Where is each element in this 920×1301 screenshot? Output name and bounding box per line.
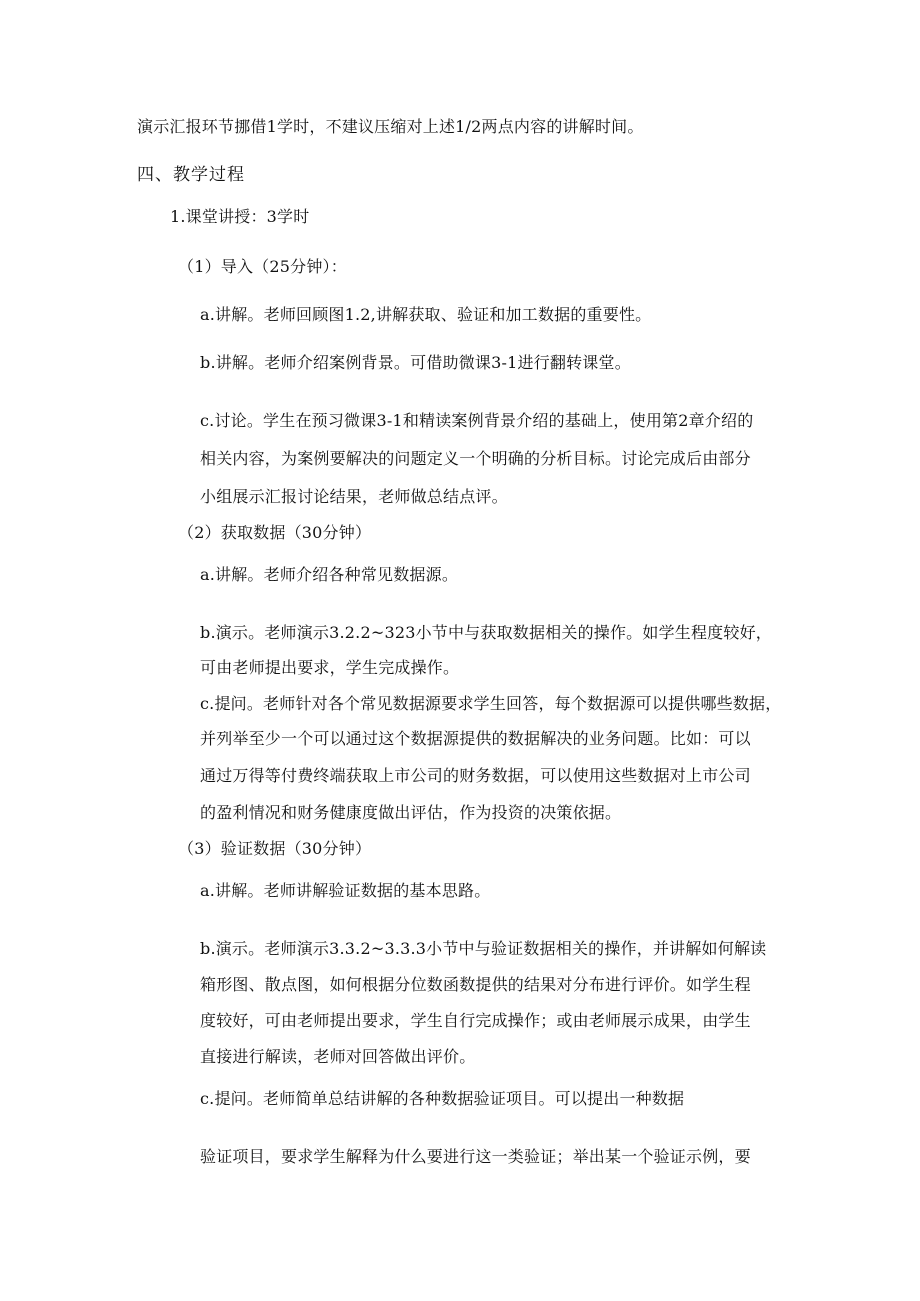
step1-item-b: b.讲解。老师介绍案例背景。可借助微课3-1进行翻转课堂。 xyxy=(200,353,631,372)
step3-item-b-line: 箱形图、散点图，如何根据分位数函数提供的结果对分布进行评价。如学生程 xyxy=(200,975,751,994)
step2-item-c-line: 的盈利情况和财务健康度做出评估，作为投资的决策依据。 xyxy=(200,803,622,822)
step2-item-c-line: 并列举至少一个可以通过这个数据源提供的数据解决的业务问题。比如：可以 xyxy=(200,729,751,748)
section-heading: 四、教学过程 xyxy=(137,165,245,185)
step1-item-c-line: 小组展示汇报讨论结果，老师做总结点评。 xyxy=(200,487,508,506)
part1-title: 1.课堂讲授：3学时 xyxy=(170,207,310,226)
intro-line: 演示汇报环节挪借1学时，不建议压缩对上述1/2两点内容的讲解时间。 xyxy=(137,117,644,136)
step2-title: （2）获取数据（30分钟） xyxy=(178,523,372,542)
step1-item-c-line: c.讨论。学生在预习微课3-1和精读案例背景介绍的基础上，使用第2章介绍的 xyxy=(200,411,754,430)
step3-item-c: c.提问。老师简单总结讲解的各种数据验证项目。可以提出一种数据 xyxy=(200,1089,685,1108)
step3-item-b-line: b.演示。老师演示3.3.2~3.3.3小节中与验证数据相关的操作，并讲解如何解读 xyxy=(200,939,767,958)
step3-continuation: 验证项目，要求学生解释为什么要进行这一类验证；举出某一个验证示例，要 xyxy=(200,1147,751,1166)
step1-title: （1）导入（25分钟）： xyxy=(178,257,347,276)
step2-item-c-line: 通过万得等付费终端获取上市公司的财务数据，可以使用这些数据对上市公司 xyxy=(200,766,751,785)
step2-item-b-line: b.演示。老师演示3.2.2~323小节中与获取数据相关的操作。如学生程度较好， xyxy=(200,623,772,642)
step1-item-a: a.讲解。老师回顾图1.2,讲解获取、验证和加工数据的重要性。 xyxy=(200,305,652,324)
step3-title: （3）验证数据（30分钟） xyxy=(178,839,372,858)
step2-item-c-line: c.提问。老师针对各个常见数据源要求学生回答，每个数据源可以提供哪些数据， xyxy=(200,694,782,713)
step3-item-b-line: 度较好，可由老师提出要求，学生自行完成操作；或由老师展示成果，由学生 xyxy=(200,1011,751,1030)
step1-item-c-line: 相关内容，为案例要解决的问题定义一个明确的分析目标。讨论完成后由部分 xyxy=(200,449,751,468)
step3-item-a: a.讲解。老师讲解验证数据的基本思路。 xyxy=(200,881,491,900)
step2-item-b-line: 可由老师提出要求，学生完成操作。 xyxy=(200,658,460,677)
step3-item-b-line: 直接进行解读，老师对回答做出评价。 xyxy=(200,1047,476,1066)
step2-item-a: a.讲解。老师介绍各种常见数据源。 xyxy=(200,565,459,584)
